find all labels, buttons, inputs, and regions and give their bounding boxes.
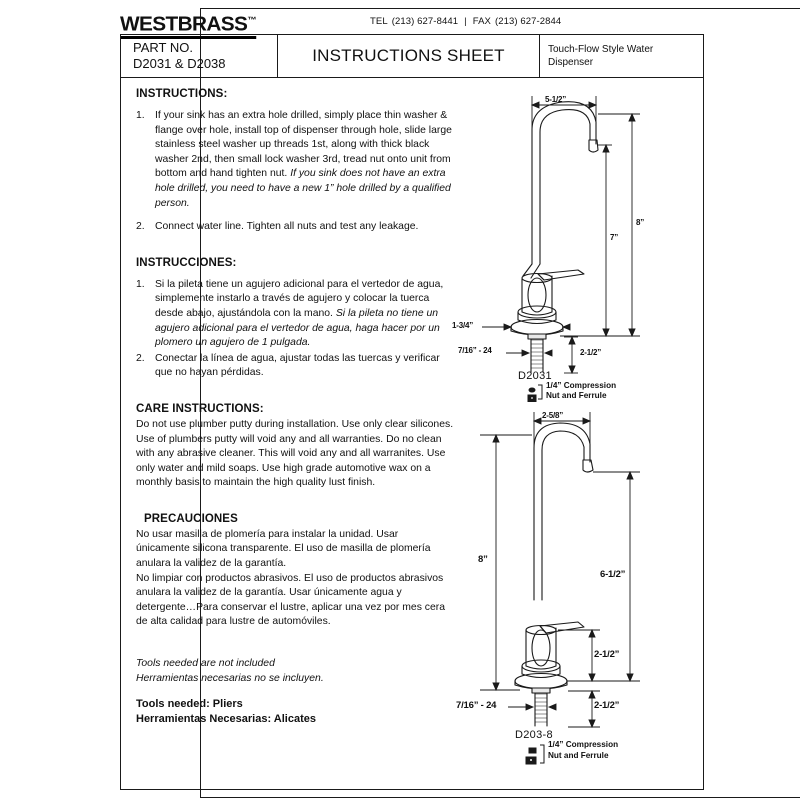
sheet-title: INSTRUCTIONS SHEET [312,46,505,65]
model-label-d2031: D2031 [518,370,552,382]
trademark-symbol: ™ [247,15,257,25]
contact-separator: | [464,16,467,27]
list-item-number: 2. [136,221,145,233]
dim-thread-d2031: 7/16” - 24 [458,346,492,355]
dim-height-overall-d2031: 8” [636,218,645,227]
logo-wordmark: WESTBRASS [120,13,248,36]
ferrule-caption-line1-d2038: 1/4” Compression [548,740,619,749]
dim-body-d2038: 2-1/2” [594,649,620,660]
fax-label: FAX [472,16,491,27]
list-item-text: Conectar la línea de agua, ajustar todas las tuercas y verificar que no hayan pérdidas. [155,352,440,379]
dim-base-d2031: 1-3/4” [452,321,474,330]
precauciones-section [136,513,454,630]
contact-info [370,16,561,27]
part-number-label: PART NO. [133,40,193,55]
tel-number: (213) 627-8441 [391,16,459,27]
list-item-emphasis: Si la pileta no tiene un agujero adicional para el vertedor de agua, haga hacer por un plomero un agujero de 1 pulgada. [155,307,440,349]
instruction-sheet-page [100,4,704,794]
care-instructions-section [136,403,454,491]
instrucciones-heading: INSTRUCCIONES: [136,256,237,269]
list-item-number: 2. [136,352,145,364]
list-item-number: 1. [136,110,145,121]
text-column [136,88,454,727]
drawing-d2038 [456,404,685,760]
tools-note-en: Tools needed are not included [136,658,275,670]
instructions-list [136,109,454,235]
list-item-number: 1. [136,278,145,290]
list-item [136,278,454,351]
instrucciones-list [136,278,454,381]
dim-shank-d2038: 2-1/2” [594,700,620,711]
part-number-cell [121,35,278,77]
tools-note-es: Herramientas necesarias no se incluyen. [136,672,324,684]
tel-label: TEL [370,16,388,27]
sheet-title-cell [278,35,540,77]
tools-needed-en: Tools needed: Pliers [136,698,243,711]
part-number-value: D2031 & D2038 [133,56,226,71]
list-item [136,109,454,211]
model-label-d2038: D203-8 [515,729,553,741]
dim-width-d2031: 5-1/2” [545,95,567,104]
precauciones-heading: PRECAUCIONES [144,512,238,525]
title-table [120,34,704,78]
list-item-text: If your sink has an extra hole drilled, simply place thin washer & flange over hole, install top of dispenser through hole, slide large stainless steel washer up threads 1st, along with thick black washer 2nd, then small lock washer 3rd, tread nut onto unit from bottom and hand tighten nut. [155,110,452,180]
instructions-heading: INSTRUCTIONS: [136,88,228,100]
product-description-cell [540,35,703,77]
fax-number: (213) 627-2844 [494,16,562,27]
tools-section [136,657,454,727]
drawing-d2031 [452,88,685,400]
precauciones-paragraph-1: No usar masilla de plomería para instalar la unidad. Usar únicamente silicona transparente. El uso de masilla de plomería anulara la validez de la garantía. [136,528,431,570]
list-item-text: Connect water line. Tighten all nuts and test any leakage. [155,221,419,233]
list-item-text: Si la pileta tiene un agujero adicional para el vertedor de agua, simplemente instarlo a través de agujero y colocar la tuerca desde abajo, ajustándola con la mano. [155,278,444,319]
faucet-diagram-d2031 [460,88,685,378]
product-description: Touch-Flow Style Water Dispenser [548,44,654,68]
dim-height-spout-d2038: 6-1/2” [600,569,626,580]
care-heading: CARE INSTRUCTIONS: [136,402,264,415]
dim-height-spout-d2031: 7” [610,233,619,242]
ferrule-caption-line1-d2031: 1/4” Compression [546,381,617,390]
dim-height-overall-d2038: 8” [478,554,488,565]
dim-thread-d2038: 7/16” - 24 [456,700,497,711]
list-item [136,352,454,381]
precauciones-paragraph-2: No limpiar con productos abrasivos. El uso de productos abrasivos anulara la validez de la garantía. Usar únicamente agua y detergente…Para conservar el lustre, aplicar una vez por mes cera de alta calidad para lustre de automóviles. [136,572,445,628]
dim-width-d2038: 2-5/8” [542,411,564,420]
care-body: Do not use plumber putty during installation. Use only clear silicones. Use of plumbers putty will void any and all warranties. Do no clean with any abrasive cleaner. This will void any and all warranites. Use only water and mild soaps. Use high grade automotive wax on a monthly basis to maintain the high quality lust finish. [136,418,454,489]
ferrule-caption-line2-d2031: Nut and Ferrule [546,391,607,400]
instrucciones-section [136,257,454,381]
brand-header [120,8,686,36]
list-item [136,220,454,235]
faucet-diagram-d2038 [460,404,685,734]
list-item-emphasis: If you sink does not have an extra hole drilled, you need to have a new 1” hole drilled by a qualified person. [155,168,451,209]
tools-needed-es: Herramientas Necesarias: Alicates [136,713,316,726]
instructions-section [136,88,454,235]
dim-shank-d2031: 2-1/2” [580,348,602,357]
ferrule-caption-line2-d2038: Nut and Ferrule [548,751,609,760]
